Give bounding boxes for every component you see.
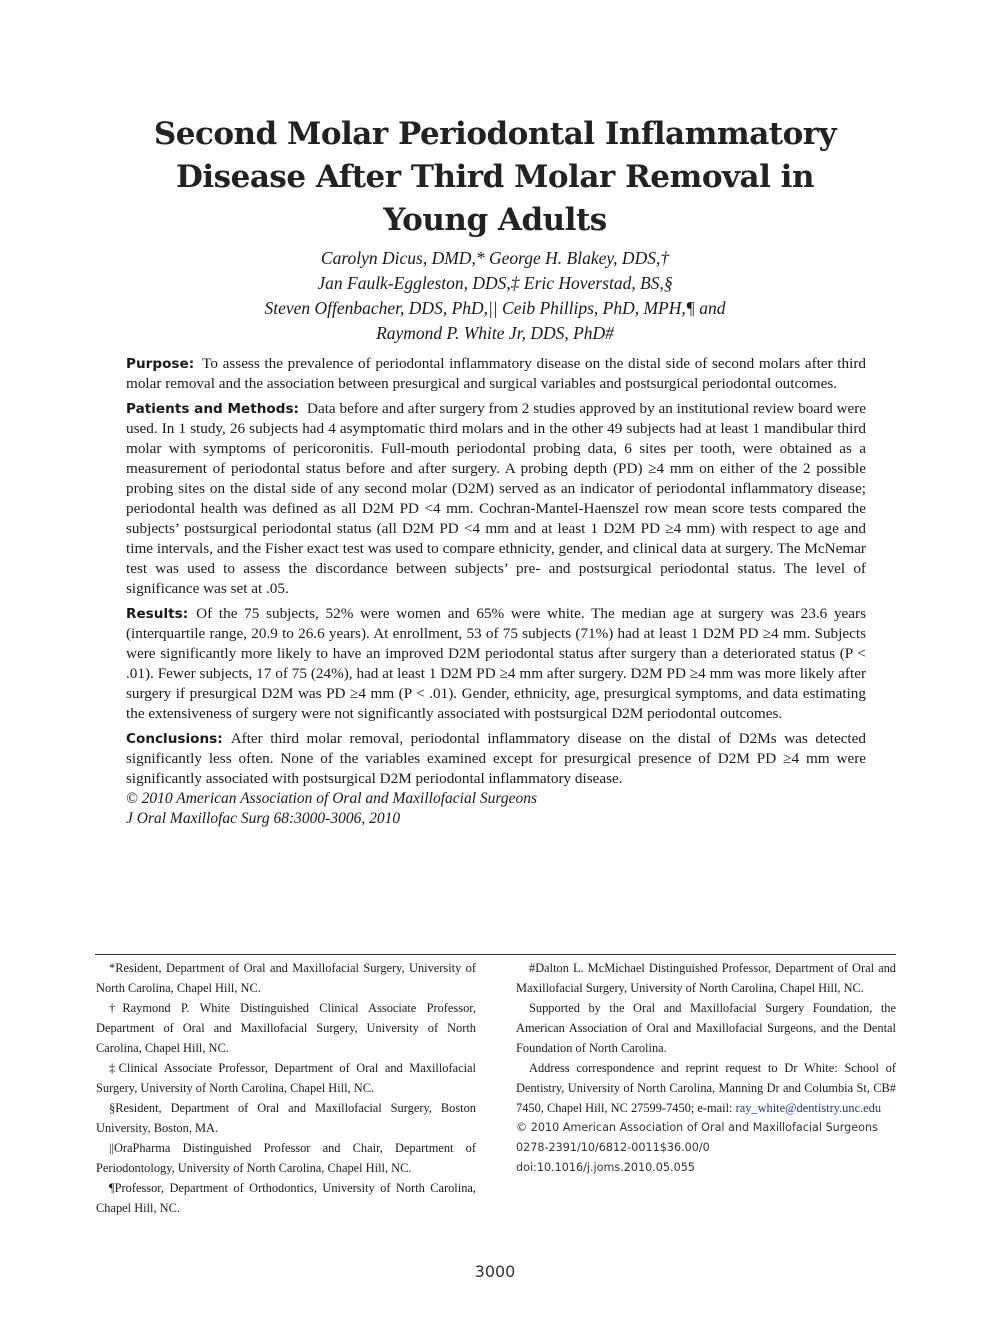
correspondence [516, 1058, 896, 1118]
pub-doi: doi:10.1016/j.joms.2010.05.055 [516, 1161, 695, 1174]
abstract-purpose [126, 354, 866, 394]
page-number: 3000 [474, 1262, 516, 1281]
title-line: Disease After Third Molar Removal in [175, 159, 814, 195]
methods-text: Data before and after surgery from 2 studies approved by an institutional review board were used. In 1 study, 26 subjects had 4 asymptomatic third molars and in the other 49 subjects had at least 1 mandibular third molar with symptoms of pericoronitis. Full-mouth periodontal probing data, 6 sites per tooth, were obtained as a measurement of periodontal status before and after surgery. A probing depth (PD) ≥4 mm on either of the 2 possible probing sites on the distal side of any second molar (D2M) served as an indicator of periodontal inflammatory disease; periodontal health was defined as all D2M PD <4 mm. Cochran-Mantel-Haenszel row mean score tests compared the subjects’ postsurgical periodontal status (all D2M PD <4 mm and at least 1 D2M PD ≥4 mm) with respect to age and time intervals, and the Fisher exact test was used to compare ethnicity, gender, and clinical data at surgery. The McNemar test was used to assess the discordance between subjects’ pre- and postsurgical periodontal status. The level of significance was set at .05. [126, 400, 867, 597]
author-line: Raymond P. White Jr, DDS, PhD# [376, 323, 614, 343]
abstract [126, 354, 866, 829]
title-line: Second Molar Periodontal Inflammatory [153, 116, 837, 152]
author-list [95, 246, 895, 346]
author-line: Steven Offenbacher, DDS, PhD,|| Ceib Phillips, PhD, MPH,¶ and [264, 298, 726, 318]
purpose-heading: Purpose: [126, 356, 195, 372]
footnotes-left-column [96, 958, 476, 1218]
footnote: ¶Professor, Department of Orthodontics, University of North Carolina, Chapel Hill, NC. [96, 1181, 476, 1215]
abstract-copyright: © 2010 American Association of Oral and Maxillofacial Surgeons [126, 790, 538, 807]
pub-issn: 0278-2391/10/6812-0011$36.00/0 [516, 1141, 710, 1154]
email-link[interactable]: ray_white@dentistry.unc.edu [735, 1101, 882, 1115]
author-line: Jan Faulk-Eggleston, DDS,‡ Eric Hoverstad, BS,§ [317, 273, 673, 293]
abstract-methods [126, 399, 866, 599]
footnote: ||OraPharma Distinguished Professor and Chair, Department of Periodontology, University of North Carolina, Chapel Hill, NC. [96, 1141, 476, 1175]
footnote: †Raymond P. White Distinguished Clinical Associate Professor, Department of Oral and Maxillofacial Surgery, University of North Carolina, Chapel Hill, NC. [96, 1001, 476, 1055]
results-text: Of the 75 subjects, 52% were women and 65% were white. The median age at surgery was 23.6 years (interquartile range, 20.9 to 26.6 years). At enrollment, 53 of 75 subjects (71%) had at least 1 D2M PD ≥4 mm. Subjects were significantly more likely to have an improved D2M periodontal status after surgery than a deteriorated status (P < .01). Fewer subjects, 17 of 75 (24%), had at least 1 D2M PD ≥4 mm after surgery. D2M PD ≥4 mm was more likely after surgery if presurgical D2M was PD ≥4 mm (P < .01). Gender, ethnicity, age, presurgical symptoms, and data estimating the extensiveness of surgery were not significantly associated with postsurgical D2M periodontal outcomes. [126, 605, 866, 722]
footnote: #Dalton L. McMichael Distinguished Professor, Department of Oral and Maxillofacial Surgery, University of North Carolina, Chapel Hill, NC. [516, 961, 896, 995]
footnotes-right-column [516, 958, 896, 1178]
conclusions-heading: Conclusions: [126, 731, 223, 747]
pub-copyright: © 2010 American Association of Oral and Maxillofacial Surgeons [516, 1121, 878, 1134]
footnote: ‡Clinical Associate Professor, Department of Oral and Maxillofacial Surgery, University of North Carolina, Chapel Hill, NC. [96, 1061, 476, 1095]
footnote: Supported by the Oral and Maxillofacial Surgery Foundation, the American Association of Oral and Maxillofacial Surgeons, and the Dental Foundation of North Carolina. [516, 1001, 896, 1055]
footnote: *Resident, Department of Oral and Maxillofacial Surgery, University of North Carolina, Chapel Hill, NC. [96, 961, 476, 995]
footnote-divider [95, 954, 896, 955]
title-line: Young Adults [383, 202, 607, 238]
conclusions-text: After third molar removal, periodontal inflammatory disease on the distal of D2Ms was detected significantly less often. None of the variables examined except for presurgical presence of D2M PD ≥4 mm were significantly associated with postsurgical D2M periodontal inflammatory disease. [126, 730, 866, 787]
purpose-text: To assess the prevalence of periodontal inflammatory disease on the distal side of second molars after third molar removal and the association between presurgical and surgical variables and postsurgical periodontal outcomes. [126, 355, 866, 392]
footnote: §Resident, Department of Oral and Maxillofacial Surgery, Boston University, Boston, MA. [96, 1101, 476, 1135]
abstract-results [126, 604, 866, 724]
correspondence-text: Address correspondence and reprint request to Dr White: School of Dentistry, University of North Carolina, Manning Dr and Columbia St, CB# 7450, Chapel Hill, NC 27599-7450; e-mail: [516, 1061, 896, 1115]
author-line: Carolyn Dicus, DMD,* George H. Blakey, DDS,† [320, 248, 670, 268]
article-title [95, 113, 895, 242]
abstract-conclusions [126, 729, 866, 789]
results-heading: Results: [126, 606, 189, 622]
methods-heading: Patients and Methods: [126, 401, 299, 417]
journal-citation: J Oral Maxillofac Surg 68:3000-3006, 2010 [126, 810, 401, 827]
